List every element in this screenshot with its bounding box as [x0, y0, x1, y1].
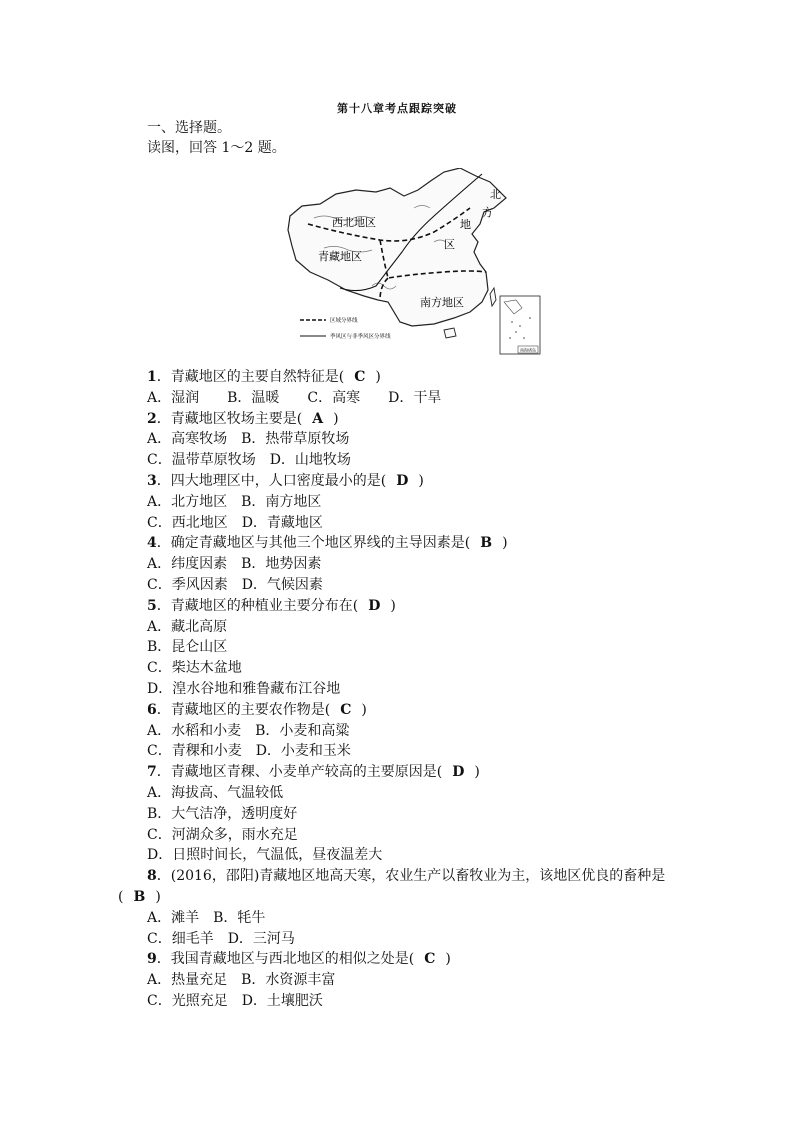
legend-boundary-text: 区域分界线: [330, 318, 358, 324]
question-stem: [147, 409, 339, 429]
option-line: A．高寒牧场 B．热带草原牧场: [147, 431, 350, 448]
question-stem: [147, 866, 665, 886]
question-number: 6: [147, 701, 157, 718]
option-line: A．热量充足 B．水资源丰富: [147, 972, 336, 989]
answer-mark: D: [452, 764, 465, 781]
option-line: A．藏北高原: [147, 618, 228, 635]
question-text: ．四大地理区中，人口密度最小的是(: [156, 473, 387, 489]
question-text: ．(2016，邵阳)青藏地区地高天寒，农业生产以畜牧业为主，该地区优良的畜种是: [156, 868, 666, 885]
question-stem: [147, 533, 508, 553]
inset-label: 南海诸岛: [520, 347, 536, 353]
question-stem: [147, 949, 451, 969]
south-china-sea-inset: [500, 296, 540, 354]
answer-mark: C: [340, 701, 352, 718]
label-south: 南方地区: [420, 296, 464, 309]
option-line: C．季风因素 D．气候因素: [147, 577, 323, 593]
question-paren: ): [390, 597, 396, 614]
label-north-2: 方: [482, 206, 493, 219]
question-text: ．确定青藏地区与其他三个地区界线的主导因素是(: [156, 535, 471, 552]
china-regions-map: [284, 168, 544, 358]
answer-mark: B: [133, 889, 146, 905]
question-paren: ): [418, 473, 424, 489]
option-line: C．温带草原牧场 D．山地牧场: [147, 452, 351, 469]
answer-mark: D: [368, 597, 381, 614]
option-line: D．湟水谷地和雅鲁藏布江谷地: [147, 681, 341, 697]
question-paren: ): [375, 369, 381, 385]
question-stem: [147, 596, 396, 616]
question-number: 1: [147, 369, 157, 385]
option-line: B．昆仑山区: [147, 639, 228, 656]
answer-mark: D: [396, 473, 409, 489]
question-stem: [147, 367, 381, 387]
question-paren: ): [445, 951, 451, 968]
question-number: 5: [147, 597, 157, 614]
taiwan-island: [490, 288, 496, 306]
question-number: 7: [147, 764, 157, 781]
label-north-1: 北: [490, 188, 501, 201]
question-text: ．青藏地区的主要农作物是(: [156, 701, 331, 718]
question-paren: ): [333, 410, 339, 427]
section-heading: 一、选择题。: [147, 120, 231, 136]
question-stem-wrap: [118, 887, 161, 907]
question-text: ．我国青藏地区与西北地区的相似之处是(: [156, 951, 415, 968]
option-line: A．纬度因素 B．地势因素: [147, 556, 322, 573]
answer-mark: A: [312, 410, 324, 427]
option-line: A．北方地区 B．南方地区: [147, 493, 322, 510]
label-north-4: 区: [444, 238, 455, 251]
option-line: C．西北地区 D．青藏地区: [147, 514, 323, 531]
question-paren: ): [474, 764, 480, 781]
question-paren: (: [118, 889, 124, 905]
question-text: ．青藏地区的种植业主要分布在(: [156, 597, 359, 614]
question-paren: ): [155, 889, 161, 905]
page-title: 第十八章考点跟踪突破: [337, 102, 457, 115]
option-line: C．青稞和小麦 D．小麦和玉米: [147, 743, 351, 760]
question-text: ．青藏地区的主要自然特征是(: [156, 369, 345, 385]
answer-mark: B: [480, 535, 493, 552]
intro-text: 读图，回答 1～2 题。: [147, 140, 286, 156]
question-stem: [147, 762, 480, 782]
option-line: A．海拔高、气温较低: [147, 785, 284, 801]
question-paren: ): [361, 701, 367, 718]
option-line: C．光照充足 D．土壤肥沃: [147, 993, 323, 1009]
question-paren: ): [502, 535, 508, 552]
question-number: 3: [147, 473, 157, 489]
question-number: 8: [147, 868, 157, 885]
option-line: D．日照时间长，气温低，昼夜温差大: [147, 847, 383, 864]
label-north-3: 地: [460, 218, 471, 231]
option-line: C．细毛羊 D．三河马: [147, 930, 295, 947]
answer-mark: C: [424, 951, 436, 968]
question-number: 2: [147, 410, 157, 427]
option-line: C．河湖众多，雨水充足: [147, 826, 298, 843]
question-stem: [147, 471, 424, 491]
hainan-island: [444, 328, 456, 338]
china-outline: [288, 168, 506, 326]
question-number: 4: [147, 535, 157, 552]
question-number: 9: [147, 951, 157, 968]
question-stem: [147, 700, 367, 720]
answer-mark: C: [354, 369, 366, 385]
option-line: A．湿润 B．温暖 C．高寒 D．干旱: [147, 389, 442, 406]
question-text: ．青藏地区青稞、小麦单产较高的主要原因是(: [156, 764, 443, 781]
label-northwest: 西北地区: [332, 216, 376, 229]
legend-monsoon-text: 季风区与非季风区分界线: [330, 334, 391, 340]
option-line: A．滩羊 B．牦牛: [147, 909, 266, 926]
map-svg: [284, 168, 544, 358]
question-text: ．青藏地区牧场主要是(: [156, 410, 303, 427]
option-line: C．柴达木盆地: [147, 660, 242, 677]
option-line: A．水稻和小麦 B．小麦和高粱: [147, 722, 350, 739]
label-tibet: 青藏地区: [318, 250, 362, 263]
option-line: B．大气洁净，透明度好: [147, 805, 298, 822]
